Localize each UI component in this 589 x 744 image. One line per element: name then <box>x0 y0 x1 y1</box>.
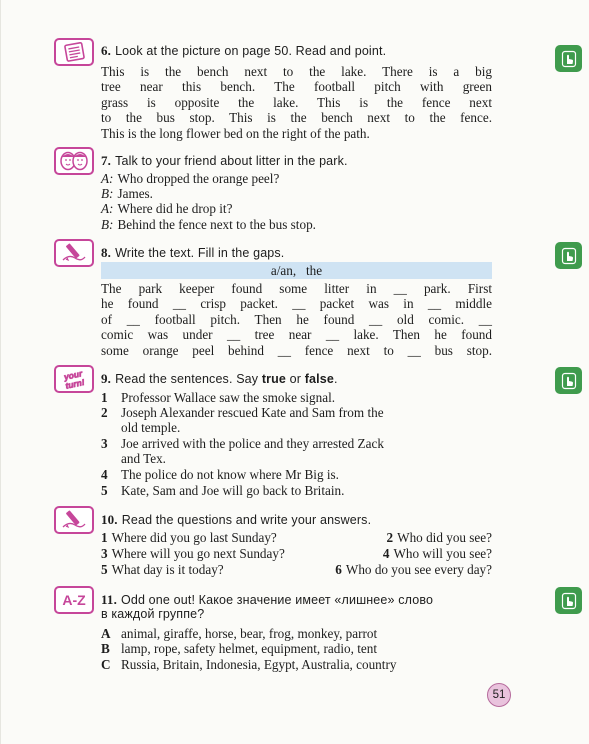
question-number: 3 <box>101 546 108 561</box>
hand-pointer-icon <box>561 592 577 610</box>
word-false: false <box>304 372 334 386</box>
dialogue-text: James. <box>117 186 153 201</box>
audio-button-task-8[interactable] <box>555 242 582 269</box>
group-letter: A <box>101 626 111 641</box>
list-item <box>101 483 344 498</box>
question-number: 6 <box>335 562 342 577</box>
task-7-instruction: Talk to your friend about litter in the park. <box>115 154 348 168</box>
list-item <box>101 467 339 482</box>
word-group <box>101 641 377 656</box>
question <box>383 546 492 561</box>
speaker-label: B: <box>101 186 114 201</box>
item-number: 2 <box>101 405 108 420</box>
task-10-heading <box>101 512 371 528</box>
dialogue-text: Where did he drop it? <box>117 201 233 216</box>
a-z-badge <box>54 586 94 614</box>
task-6-heading <box>101 43 386 59</box>
question-number: 4 <box>382 546 390 561</box>
task-6-number: 6. <box>101 43 112 58</box>
dialogue-line <box>101 186 153 201</box>
group-words: lamp, rope, safety helmet, equipment, radio, tent <box>121 641 377 656</box>
list-item <box>101 405 384 420</box>
question-text: Who did you see? <box>397 530 492 545</box>
task-7-number: 7. <box>101 153 112 168</box>
group-words: Russia, Britain, Indonesia, Egypt, Australia, country <box>121 657 397 672</box>
item-text: The police do not know where Mr Big is. <box>121 467 339 482</box>
question <box>101 546 285 561</box>
item-number: 5 <box>101 483 108 498</box>
task-11-instruction-line-2: в каждой группе? <box>101 607 205 621</box>
audio-button-task-6[interactable] <box>555 45 582 72</box>
task-9-heading <box>101 371 338 387</box>
text-line: The park keeper found some litter in __ park. First <box>101 281 492 296</box>
word-true: true <box>261 372 287 386</box>
pencil-writing-icon <box>54 239 94 267</box>
text-line: he found __ crisp packet. __ packet was in __ middle <box>101 296 492 312</box>
task-11-number: 11. <box>101 592 117 607</box>
your-turn-badge <box>54 365 94 393</box>
question-row <box>101 530 492 545</box>
your-turn-label: your turn! <box>63 367 86 390</box>
audio-button-task-11[interactable] <box>555 587 582 614</box>
list-item <box>101 436 384 451</box>
speaker-label: A: <box>101 201 114 216</box>
page-number: 51 <box>487 683 511 707</box>
task-11-instruction: Odd one out! Какое значение имеет «лишнее» слово <box>120 593 434 607</box>
hand-pointer-icon <box>561 247 577 265</box>
task-9-number: 9. <box>101 371 112 386</box>
speaker-label: B: <box>101 217 114 232</box>
dialogue-text: Behind the fence next to the bus stop. <box>117 217 316 232</box>
group-letter: C <box>101 657 111 672</box>
task-9-instruction: Read the sentences. Say <box>115 372 259 386</box>
dialogue-line <box>101 217 316 232</box>
question-number: 1 <box>101 530 108 545</box>
task-8-text <box>101 281 492 358</box>
question-row <box>101 546 492 561</box>
text-line: comic was under __ tree near __ lake. Then he found <box>101 327 492 343</box>
item-number: 1 <box>101 390 108 405</box>
task-10-instruction: Read the questions and write your answers. <box>121 513 372 527</box>
task-6-instruction: Look at the picture on page 50. Read and point. <box>115 44 387 58</box>
item-number: 4 <box>101 467 108 482</box>
word-group <box>101 626 377 641</box>
list-item-continued <box>101 420 180 435</box>
task-8-number: 8. <box>101 245 112 260</box>
question <box>101 530 277 545</box>
group-words: animal, giraffe, horse, bear, frog, monkey, parrot <box>121 626 378 641</box>
question-number: 2 <box>386 530 394 545</box>
question <box>101 562 224 577</box>
text-line: of __ football pitch. Then he found __ old comic. __ <box>101 311 492 327</box>
a-z-label: A-Z <box>62 592 86 608</box>
question-text: Who do you see every day? <box>345 562 492 577</box>
text-line: grass is opposite the lake. This is the fence next <box>101 94 492 110</box>
question <box>335 562 492 577</box>
item-text: Professor Wallace saw the smoke signal. <box>121 390 336 405</box>
hand-pointer-icon <box>561 372 577 390</box>
question-text: Who will you see? <box>393 546 492 561</box>
dialogue-text: Who dropped the orange peel? <box>117 171 280 186</box>
text-line: to the bus stop. This is the bench next to the fence. <box>101 110 492 126</box>
item-text: and Tex. <box>121 451 166 466</box>
task-11-heading <box>101 592 433 608</box>
text-line: This is the bench next to the lake. There is a big <box>101 64 492 79</box>
task-7-heading <box>101 153 348 169</box>
two-faces-icon <box>54 147 94 175</box>
question <box>387 530 492 545</box>
word-options-band: a/an, the <box>101 262 492 279</box>
hand-pointer-icon <box>561 50 577 68</box>
audio-button-task-9[interactable] <box>555 367 582 394</box>
task-6-text <box>101 64 492 141</box>
pencil-writing-icon <box>54 506 94 534</box>
question-row <box>101 562 492 577</box>
question-number: 5 <box>101 562 108 577</box>
dialogue-line <box>101 201 232 216</box>
list-item <box>101 390 335 405</box>
instruction-end: . <box>333 372 338 386</box>
item-text: Joe arrived with the police and they arrested Zack <box>121 436 384 451</box>
question-text: Where did you go last Sunday? <box>111 530 277 545</box>
group-letter: B <box>101 641 110 656</box>
task-10-number: 10. <box>101 512 118 527</box>
question-text: What day is it today? <box>111 562 224 577</box>
word-group <box>101 657 396 672</box>
item-text: old temple. <box>121 420 181 435</box>
item-text: Joseph Alexander rescued Kate and Sam from the <box>121 405 384 420</box>
item-number: 3 <box>101 436 108 451</box>
list-item-continued <box>101 451 166 466</box>
task-8-instruction: Write the text. Fill in the gaps. <box>115 246 285 260</box>
word-or: or <box>289 372 302 386</box>
question-text: Where will you go next Sunday? <box>111 546 285 561</box>
task-8-heading <box>101 245 284 261</box>
text-line: some orange peel behind __ fence next to __ bus stop. <box>101 342 492 358</box>
speaker-label: A: <box>101 171 114 186</box>
dialogue-line <box>101 171 279 186</box>
item-text: Kate, Sam and Joe will go back to Britain. <box>121 483 345 498</box>
notebook-icon <box>54 38 94 66</box>
text-line: tree near this bench. The football pitch with green <box>101 79 492 95</box>
text-line: This is the long flower bed on the right of the path. <box>101 125 370 141</box>
